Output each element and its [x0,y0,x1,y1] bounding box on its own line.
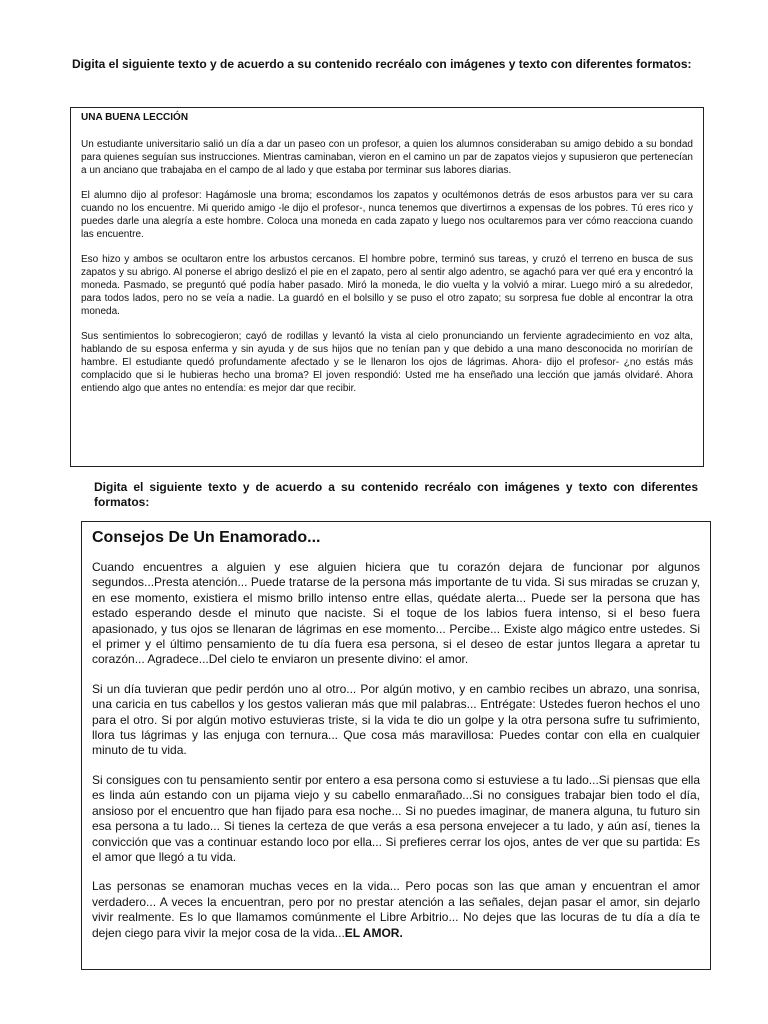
story-paragraph: Si consigues con tu pensamiento sentir por entero a esa persona como si estuviese a tu lado...Si piensas que ella es linda aún estando con un pijama viejo y su cabello enmarañado...Si no consigues trabajar bien todo el día, ansioso por el encuentro que han fijado para esa noche... Si no puedes imaginar, de manera alguna, tu futuro sin esa persona a tu lado... Si tienes la certeza de que verás a esa persona envejecer a tu lado, y aún así, tienes la convicción que vas a continuar estando loco por ella... Si prefieres cerrar los ojos, antes de ver que su partida: Es el amor que llegó a tu vida. [92,772,700,864]
instruction-second: Digita el siguiente texto y de acuerdo a su contenido recréalo con imágenes y texto con diferentes formatos: [94,480,698,509]
story-paragraph: Eso hizo y ambos se ocultaron entre los arbustos cercanos. El hombre pobre, terminó sus tareas, y cruzó el terreno en busca de sus zapatos y su abrigo. Al ponerse el abrigo deslizó el pie en el zapato, pero al sentir algo adentro, se agachó para ver qué era y encontró la moneda. Pasmado, se preguntó qué podía haber pasado. Miró la moneda, le dio vuelta y la volvió a mirar. Luego miró a su alrededor, para todos lados, pero no se veía a nadie. La guardó en el bolsillo y se puso el otro zapato; su sorpresa fue doble al encontrar la otra moneda. [81,254,693,317]
story-closing-emphasis: EL AMOR. [344,925,403,940]
story-paragraph: El alumno dijo al profesor: Hagámosle una broma; escondamos los zapatos y ocultémonos detrás de esos arbustos para ver su cara cuando no los encuentre. Mi querido amigo -le dijo el profesor-, nunca tenemos que divertirnos a expensas de los pobres. Tú eres rico y puedes darle una alegría a este hombre. Coloca una moneda en cada zapato y luego nos ocultaremos para ver cómo reacciona cuando las encuentre. [81,190,693,240]
story-paragraph: Si un día tuvieran que pedir perdón uno al otro... Por algún motivo, y en cambio recibes un abrazo, una sonrisa, una caricia en tus cabellos y los gestos valieran más que mil palabras... Entrégate: Ustedes fueron hechos el uno para el otro. Si por algún motivo estuvieras triste, si la vida te dio un golpe y la otra persona sufre tu sufrimiento, llora tus lágrimas y las enjuga con ternura... Que cosa más maravillosa: Puedes contar con ella en cualquier minuto de tu vida. [92,681,700,758]
story-paragraph-last [92,879,700,941]
story-box-una-buena-leccion [70,107,704,467]
story-box-consejos [81,521,711,970]
story-paragraph: Sus sentimientos lo sobrecogieron; cayó de rodillas y levantó la vista al cielo pronunciando un ferviente agradecimiento en voz alta, hablando de su esposa enferma y sin ayuda y de sus hijos que no tenían pan y que debido a una mano desconocida no morirían de hambre. El estudiante quedó profundamente afectado y se le llenaron los ojos de lágrimas. Ahora- dijo el profesor- ¿no estás más complacido que si le hubieras hecho una broma? El joven respondió: Usted me ha enseñado una lección que jamás olvidaré. Ahora entiendo algo que antes no entendía: es mejor dar que recibir. [81,331,693,394]
story-paragraph: Cuando encuentres a alguien y ese alguien hiciera que tu corazón dejara de funcionar por algunos segundos...Presta atención... Puede tratarse de la persona más importante de tu vida. Si sus miradas se cruzan y, en ese momento, existiera el mismo brillo intenso entre ellas, quédate alerta... Puede ser la persona que has estado esperando desde el minuto que naciste. Si el toque de los labios fuera intenso, si el beso fuera apasionado, y tus ojos se llenaran de lágrimas en ese momento... Percibe... Existe algo mágico entre ustedes. Si el primer y el último pensamiento de tu día fuera esa persona, si el deseo de estar juntos llegara a apretar tu corazón... Agradece...Del cielo te enviaron un presente divino: el amor. [92,560,700,667]
story-paragraph-text: Las personas se enamoran muchas veces en la vida... Pero pocas son las que aman y encuentran el amor verdadero... A veces la encuentran, pero por no prestar atención a las señales, dejan pasar el amor, sin dejarlo vivir realmente. Es lo que llamamos comúnmente el Libre Arbitrio... No dejes que las locuras de tu día a día te dejen ciego para vivir la mejor cosa de la vida... [92,879,700,940]
story-title: UNA BUENA LECCIÓN [81,112,189,123]
story-title: Consejos De Un Enamorado... [92,529,321,546]
instruction-first: Digita el siguiente texto y de acuerdo a su contenido recréalo con imágenes y texto con diferentes formatos: [72,57,692,71]
story-paragraph: Un estudiante universitario salió un día a dar un paseo con un profesor, a quien los alumnos consideraban su amigo debido a su bondad para quienes seguían sus instrucciones. Mientras caminaban, vieron en el camino un par de zapatos viejos y supusieron que pertenecían a un anciano que trabajaba en el campo de al lado y que estaba por terminar sus labores diarias. [81,139,693,176]
